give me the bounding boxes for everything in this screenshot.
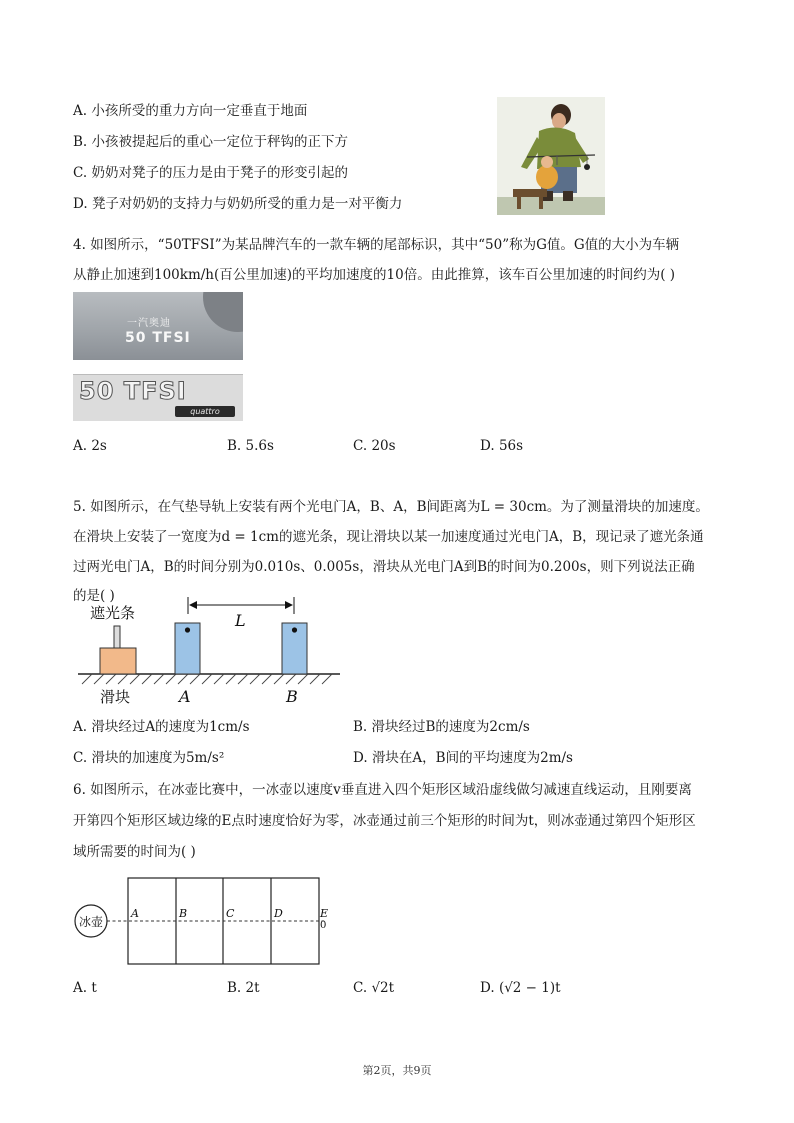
slider-label: 滑块 xyxy=(100,688,131,706)
q6-option-c: C. √2t xyxy=(353,980,395,996)
point-b-label: B xyxy=(179,907,188,920)
badge-quattro-text: quattro xyxy=(175,406,235,417)
photogate-a-sensor xyxy=(185,627,190,632)
photogate-b-sensor xyxy=(292,627,297,632)
page-footer: 第2页，共9页 xyxy=(362,1064,432,1077)
q3-option-b: B. 小孩被提起后的重心一定位于秤钩的正下方 xyxy=(73,134,349,150)
q5-stem-line2: 在滑块上安装了一宽度为d = 1cm的遮光条，现让滑块以某一加速度通过光电门A，B，现记录了遮光条通 xyxy=(73,529,704,545)
q5-option-a: A. 滑块经过A的速度为1cm/s xyxy=(73,719,250,735)
slider-block xyxy=(100,648,136,674)
q4-stem-line2: 从静止加速到100km/h(百公里加速)的平均加速度的10倍。由此推算，该车百公里加速的时间约为( ) xyxy=(73,267,676,283)
gate-a-label: A xyxy=(179,687,191,706)
zero-velocity-label: 0 xyxy=(320,920,327,931)
q5-stem-line3: 过两光电门A，B的时间分别为0.010s、0.005s，滑块从光电门A到B的时间为0.200s，则下列说法正确 xyxy=(73,559,695,575)
air-track-diagram xyxy=(78,596,340,708)
badge-big-text: 50 TFSI xyxy=(79,377,187,405)
point-a-label: A xyxy=(131,907,139,920)
q3-option-c: C. 奶奶对凳子的压力是由于凳子的形变引起的 xyxy=(73,165,348,181)
q4-stem-line1: 4. 如图所示，“50TFSI”为某品牌汽车的一款车辆的尾部标识，其中“50”称为G值。G值的大小为车辆 xyxy=(73,237,680,253)
track-hatching xyxy=(82,674,332,684)
q6-option-d: D. (√2 − 1)t xyxy=(480,980,561,996)
tfsi-badge-closeup xyxy=(73,374,243,421)
curling-rectangles-diagram xyxy=(72,874,334,968)
q5-stem-line1: 5. 如图所示，在气垫导轨上安装有两个光电门A，B、A，B间距离为L = 30cm。为了测量滑块的加速度。 xyxy=(73,499,709,515)
q5-option-c: C. 滑块的加速度为5m/s² xyxy=(73,750,225,766)
gate-b-label: B xyxy=(286,687,298,706)
car-rear-badge-photo xyxy=(73,292,243,360)
shading-strip xyxy=(114,626,120,648)
q4-option-b: B. 5.6s xyxy=(227,438,274,454)
curling-stone-label: 冰壶 xyxy=(78,915,104,929)
q5-option-d: D. 滑块在A，B间的平均速度为2m/s xyxy=(353,750,573,766)
point-d-label: D xyxy=(274,907,283,920)
q6-stem-line2: 开第四个矩形区域边缘的E点时速度恰好为零，冰壶通过前三个矩形的时间为t，则冰壶通过第四个矩形区 xyxy=(73,813,696,829)
badge-top-text: 一汽奥迪 xyxy=(127,318,171,329)
q6-option-a: A. t xyxy=(73,980,97,996)
distance-label: L xyxy=(235,611,246,630)
q6-stem-line3: 域所需要的时间为( ) xyxy=(73,844,196,860)
point-c-label: C xyxy=(226,907,235,920)
q6-option-b: B. 2t xyxy=(227,980,260,996)
q6-stem-line1: 6. 如图所示，在冰壶比赛中，一冰壶以速度v垂直进入四个矩形区域沿虚线做匀减速直线运动，且刚要离 xyxy=(73,782,692,798)
q5-stem-line4: 的是( ) xyxy=(73,588,115,604)
q4-option-c: C. 20s xyxy=(353,438,396,454)
badge-small-text: 50 TFSI xyxy=(125,330,191,346)
shading-strip-label: 遮光条 xyxy=(90,604,136,622)
q3-option-a: A. 小孩所受的重力方向一定垂直于地面 xyxy=(73,103,308,119)
q4-option-d: D. 56s xyxy=(480,438,524,454)
q4-option-a: A. 2s xyxy=(73,438,107,454)
q3-option-d: D. 凳子对奶奶的支持力与奶奶所受的重力是一对平衡力 xyxy=(73,196,403,212)
point-e-label: E xyxy=(320,907,329,920)
q5-option-b: B. 滑块经过B的速度为2cm/s xyxy=(353,719,530,735)
grandma-weighing-child-illustration xyxy=(497,97,605,215)
